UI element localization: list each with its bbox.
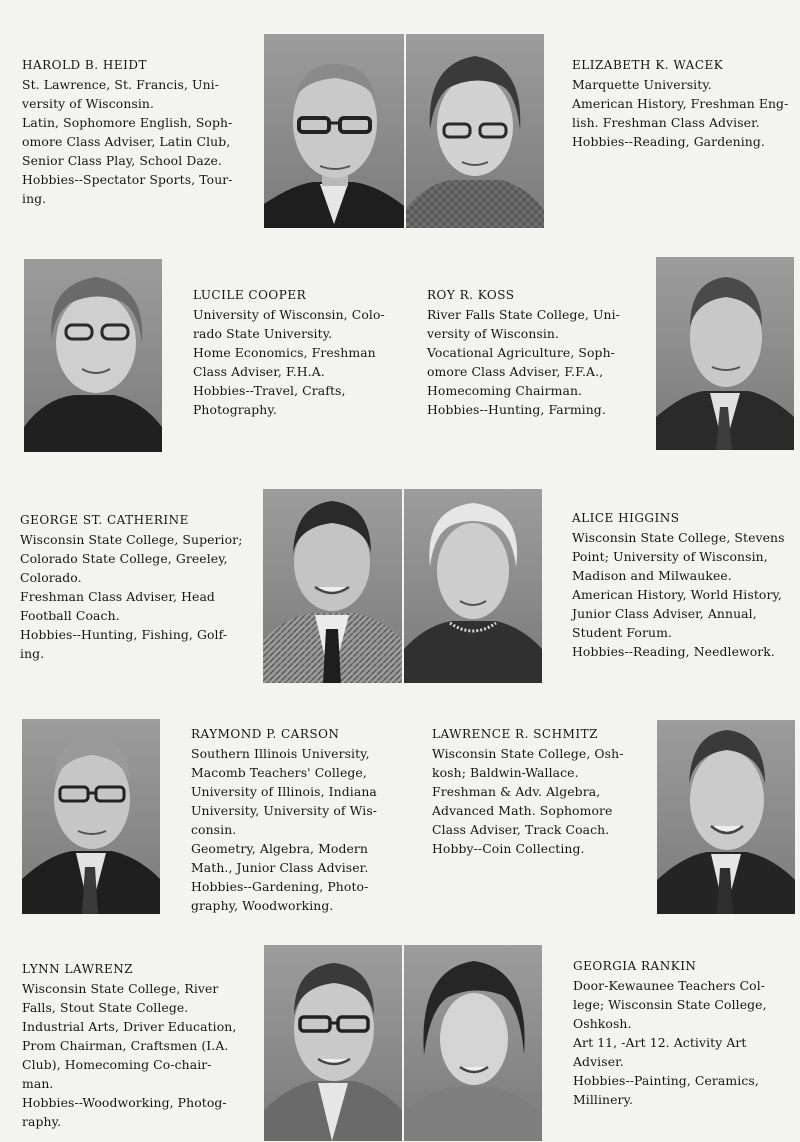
- bio-line: Hobbies--Gardening, Photo-: [191, 879, 369, 894]
- bio-line: graphy, Woodworking.: [191, 898, 334, 913]
- teacher-name: ELIZABETH K. WACEK: [572, 58, 724, 72]
- bio-raymond-carson: [191, 725, 377, 915]
- bio-line: Class Adviser, F.H.A.: [193, 364, 325, 379]
- bio-line: Hobbies--Reading, Needlework.: [572, 644, 775, 659]
- portrait-photo-lynn-lawrenz: [264, 945, 402, 1141]
- portrait-photo-roy-koss: [656, 257, 794, 450]
- bio-line: Student Forum.: [572, 625, 672, 640]
- bio-line: Point; University of Wisconsin,: [572, 549, 768, 564]
- bio-line: man.: [22, 1076, 54, 1091]
- bio-line: River Falls State College, Uni-: [427, 307, 620, 322]
- bio-line: Senior Class Play, School Daze.: [22, 153, 222, 168]
- bio-line: Art 11, -Art 12. Activity Art: [573, 1035, 747, 1050]
- bio-line: University of Wisconsin, Colo-: [193, 307, 385, 322]
- bio-line: Football Coach.: [20, 608, 120, 623]
- teacher-name: GEORGIA RANKIN: [573, 959, 697, 973]
- bio-line: consin.: [191, 822, 237, 837]
- bio-line: American History, Freshman Eng-: [572, 96, 789, 111]
- bio-line: Freshman Class Adviser, Head: [20, 589, 215, 604]
- bio-line: lish. Freshman Class Adviser.: [572, 115, 760, 130]
- bio-line: Math., Junior Class Adviser.: [191, 860, 369, 875]
- bio-line: Madison and Milwaukee.: [572, 568, 732, 583]
- bio-line: omore Class Adviser, F.F.A.,: [427, 364, 604, 379]
- bio-line: Hobbies--Hunting, Farming.: [427, 402, 606, 417]
- portrait-photo-lucile-cooper: [24, 259, 162, 452]
- bio-line: Wisconsin State College, River: [22, 981, 219, 996]
- bio-line: Hobbies--Spectator Sports, Tour-: [22, 172, 233, 187]
- bio-line: Junior Class Adviser, Annual,: [572, 606, 757, 621]
- bio-line: ing.: [22, 191, 47, 206]
- teacher-name: GEORGE ST. CATHERINE: [20, 513, 189, 527]
- bio-line: Industrial Arts, Driver Education,: [22, 1019, 237, 1034]
- portrait-photo-raymond-carson: [22, 719, 160, 914]
- bio-lucile-cooper: [193, 286, 385, 419]
- bio-line: omore Class Adviser, Latin Club,: [22, 134, 231, 149]
- teacher-name: LAWRENCE R. SCHMITZ: [432, 727, 598, 741]
- bio-line: St. Lawrence, St. Francis, Uni-: [22, 77, 219, 92]
- bio-line: Marquette University.: [572, 77, 712, 92]
- bio-line: University, University of Wis-: [191, 803, 378, 818]
- bio-alice-higgins: [572, 509, 785, 661]
- teacher-name: HAROLD B. HEIDT: [22, 58, 147, 72]
- bio-line: versity of Wisconsin.: [22, 96, 155, 111]
- bio-lynn-lawrenz: [22, 960, 236, 1131]
- bio-line: Club), Homecoming Co-chair-: [22, 1057, 212, 1072]
- bio-line: Adviser.: [573, 1054, 624, 1069]
- bio-line: Wisconsin State College, Osh-: [432, 746, 624, 761]
- bio-elizabeth-wacek: [572, 56, 788, 151]
- bio-roy-koss: [427, 286, 620, 419]
- teacher-name: LUCILE COOPER: [193, 288, 307, 302]
- bio-george-st-catherine: [20, 511, 242, 663]
- bio-line: Homecoming Chairman.: [427, 383, 583, 398]
- bio-line: Hobbies--Reading, Gardening.: [572, 134, 765, 149]
- bio-line: Home Economics, Freshman: [193, 345, 376, 360]
- bio-line: Freshman & Adv. Algebra,: [432, 784, 601, 799]
- bio-line: Prom Chairman, Craftsmen (I.A.: [22, 1038, 229, 1053]
- bio-line: Falls, Stout State College.: [22, 1000, 189, 1015]
- bio-line: Colorado State College, Greeley,: [20, 551, 228, 566]
- bio-line: Photography.: [193, 402, 277, 417]
- bio-line: University of Illinois, Indiana: [191, 784, 377, 799]
- teacher-name: LYNN LAWRENZ: [22, 962, 134, 976]
- bio-line: Southern Illinois University,: [191, 746, 370, 761]
- portrait-photo-george-st-catherine: [263, 489, 402, 683]
- bio-harold-heidt: [22, 56, 233, 208]
- bio-line: Geometry, Algebra, Modern: [191, 841, 369, 856]
- portrait-photo-lawrence-schmitz: [657, 720, 795, 914]
- bio-line: Hobbies--Travel, Crafts,: [193, 383, 346, 398]
- bio-line: Latin, Sophomore English, Soph-: [22, 115, 233, 130]
- bio-line: Hobby--Coin Collecting.: [432, 841, 585, 856]
- bio-line: American History, World History,: [572, 587, 782, 602]
- bio-line: versity of Wisconsin.: [427, 326, 560, 341]
- bio-line: Hobbies--Woodworking, Photog-: [22, 1095, 227, 1110]
- bio-line: raphy.: [22, 1114, 62, 1129]
- bio-line: rado State University.: [193, 326, 333, 341]
- teacher-name: ALICE HIGGINS: [572, 511, 680, 525]
- portrait-photo-georgia-rankin: [404, 945, 542, 1141]
- bio-line: Door-Kewaunee Teachers Col-: [573, 978, 766, 993]
- bio-line: ing.: [20, 646, 45, 661]
- bio-line: kosh; Baldwin-Wallace.: [432, 765, 579, 780]
- bio-line: Oshkosh.: [573, 1016, 632, 1031]
- bio-line: Wisconsin State College, Superior;: [20, 532, 243, 547]
- bio-line: Hobbies--Painting, Ceramics,: [573, 1073, 759, 1088]
- portrait-photo-harold-heidt: [264, 34, 404, 228]
- bio-line: Vocational Agriculture, Soph-: [427, 345, 615, 360]
- bio-line: Colorado.: [20, 570, 82, 585]
- bio-georgia-rankin: [573, 957, 767, 1109]
- bio-line: Class Adviser, Track Coach.: [432, 822, 610, 837]
- bio-line: Hobbies--Hunting, Fishing, Golf-: [20, 627, 228, 642]
- bio-line: lege; Wisconsin State College,: [573, 997, 767, 1012]
- teacher-name: ROY R. KOSS: [427, 288, 515, 302]
- bio-line: Millinery.: [573, 1092, 634, 1107]
- teacher-name: RAYMOND P. CARSON: [191, 727, 340, 741]
- bio-line: Wisconsin State College, Stevens: [572, 530, 785, 545]
- bio-line: Macomb Teachers' College,: [191, 765, 367, 780]
- bio-lawrence-schmitz: [432, 725, 624, 858]
- portrait-photo-elizabeth-wacek: [406, 34, 544, 228]
- portrait-photo-alice-higgins: [404, 489, 542, 683]
- bio-line: Advanced Math. Sophomore: [432, 803, 613, 818]
